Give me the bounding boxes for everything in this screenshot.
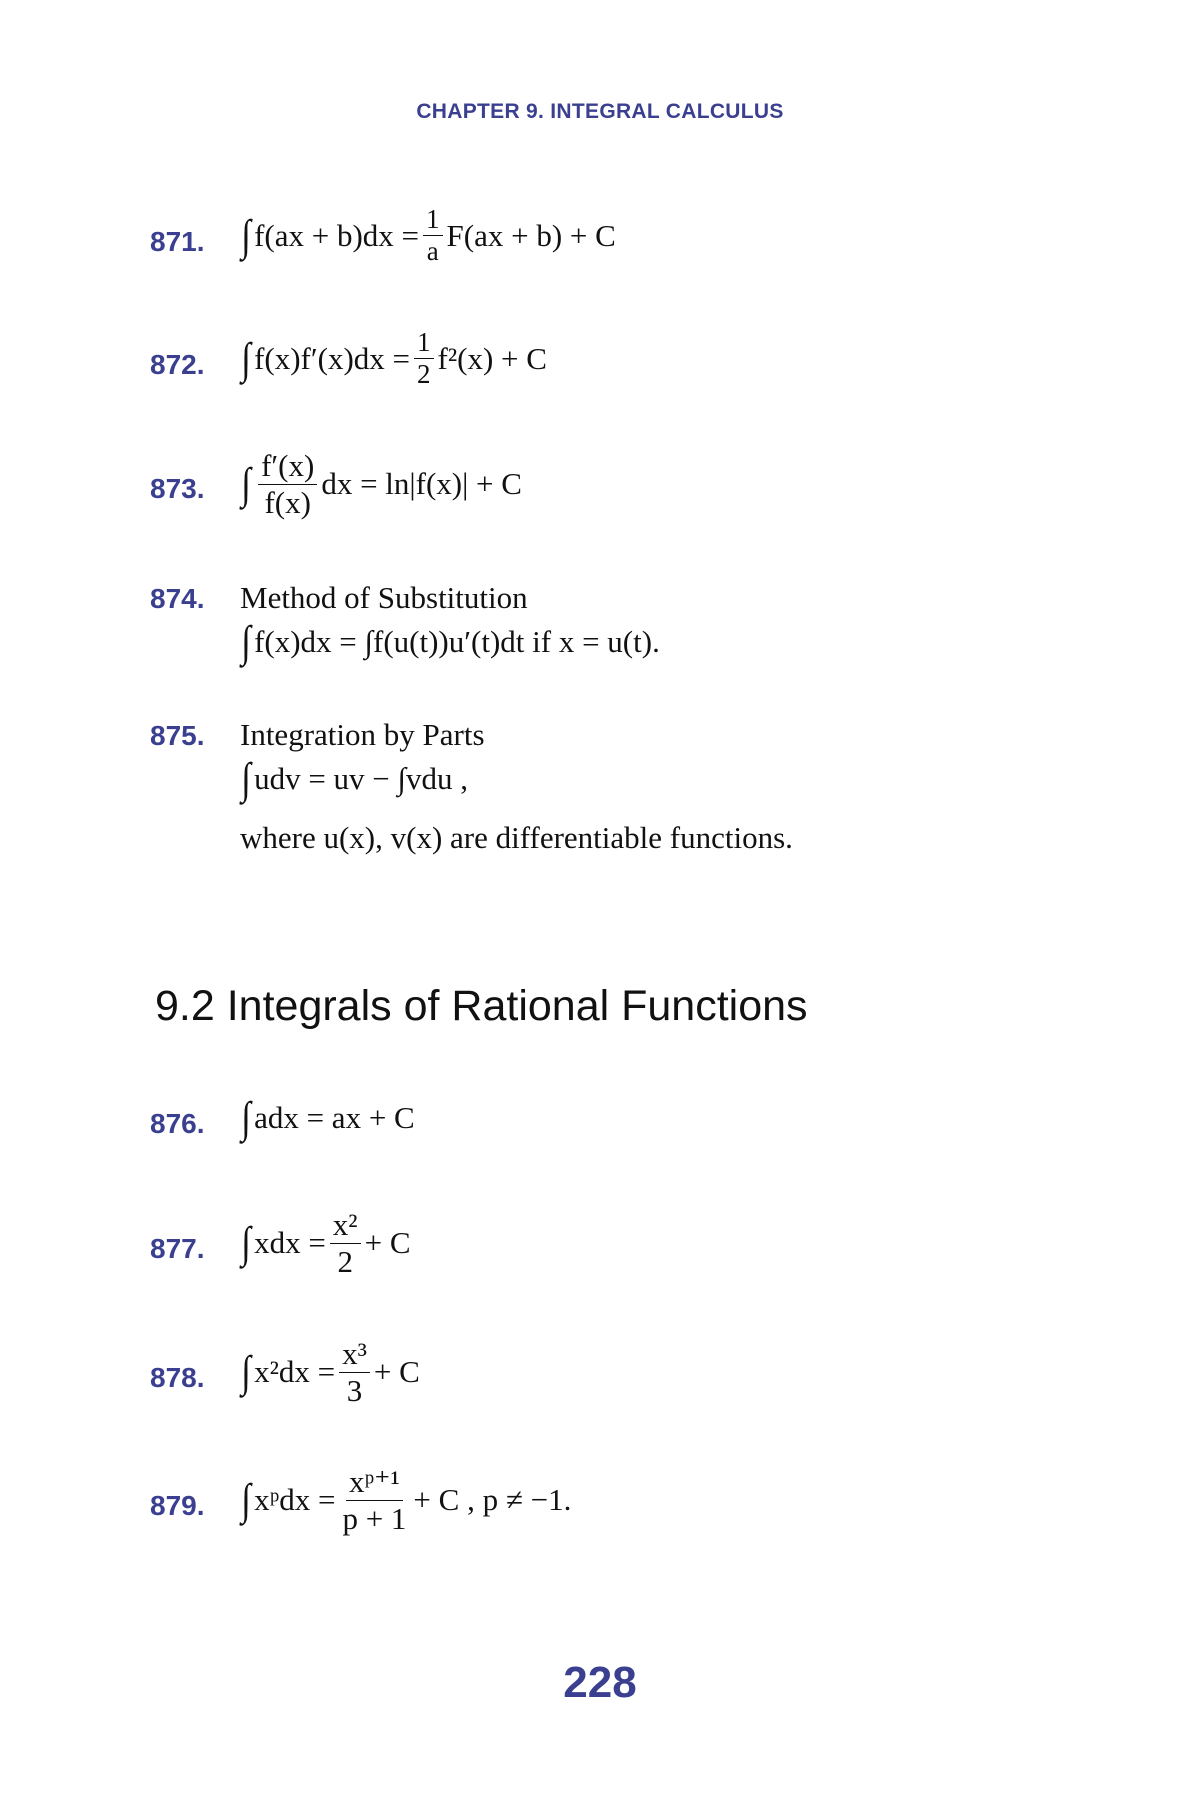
formula-number: 874. xyxy=(150,583,205,614)
integral-sign: ∫ xyxy=(241,333,251,383)
denominator: a xyxy=(426,236,439,267)
fraction xyxy=(258,448,317,520)
formula-rhs: + C xyxy=(364,1225,411,1261)
formula-lhs: f(x)f′(x)dx = xyxy=(254,340,411,376)
formula-879 xyxy=(240,1464,571,1536)
formula-872 xyxy=(240,327,547,390)
formula-874 xyxy=(240,617,660,666)
integral-sign: ∫ xyxy=(241,1218,251,1268)
formula-lhs: xdx = xyxy=(254,1225,326,1261)
formula-number: 879. xyxy=(150,1490,205,1521)
denominator: 2 xyxy=(337,1243,353,1279)
formula-number: 875. xyxy=(150,720,205,751)
formula-878 xyxy=(240,1336,420,1408)
formula-body: f(x)dx = ∫f(u(t))u′(t)dt if x = u(t). xyxy=(254,624,660,659)
formula-876 xyxy=(240,1093,415,1142)
denominator: 2 xyxy=(417,359,431,390)
formula-number: 873. xyxy=(150,473,205,504)
integral-sign: ∫ xyxy=(241,210,251,260)
formula-note: where u(x), v(x) are differentiable functions. xyxy=(240,820,793,855)
fraction xyxy=(339,1464,409,1536)
formula-title: Integration by Parts xyxy=(240,717,485,752)
integral-sign: ∫ xyxy=(241,617,251,666)
formula-number: 876. xyxy=(150,1108,205,1139)
formula-lhs: x²dx = xyxy=(254,1354,336,1390)
formula-rhs: dx = ln|f(x)| + C xyxy=(321,466,522,502)
numerator: 1 xyxy=(423,204,443,236)
formula-rhs: + C , p ≠ −1. xyxy=(413,1482,572,1518)
page-number: 228 xyxy=(563,1658,637,1707)
formula-number: 877. xyxy=(150,1233,205,1264)
formula-title: Method of Substitution xyxy=(240,580,528,615)
formula-rhs: + C xyxy=(373,1354,420,1390)
formula-body: adx = ax + C xyxy=(254,1100,415,1135)
fraction xyxy=(330,1207,361,1279)
formula-rhs: F(ax + b) + C xyxy=(446,217,616,253)
formula-875 xyxy=(240,754,469,803)
denominator: f(x) xyxy=(264,484,311,520)
numerator: f′(x) xyxy=(258,448,317,485)
formula-877 xyxy=(240,1207,411,1279)
denominator: 3 xyxy=(346,1372,363,1408)
fraction xyxy=(414,327,434,390)
numerator: xᵖ⁺¹ xyxy=(346,1464,403,1501)
formula-873 xyxy=(240,448,522,520)
denominator: p + 1 xyxy=(342,1500,407,1536)
integral-sign: ∫ xyxy=(241,754,251,803)
numerator: x³ xyxy=(339,1336,370,1373)
formula-number: 872. xyxy=(150,349,205,380)
formula-body: udv = uv − ∫vdu , xyxy=(254,761,469,796)
formula-lhs: f(ax + b)dx = xyxy=(254,217,420,253)
section-heading: 9.2 Integrals of Rational Functions xyxy=(155,982,808,1030)
formula-rhs: f²(x) + C xyxy=(437,340,547,376)
chapter-header: CHAPTER 9. INTEGRAL CALCULUS xyxy=(416,100,784,123)
numerator: 1 xyxy=(414,327,434,359)
formula-lhs: xᵖdx = xyxy=(254,1482,336,1518)
integral-sign: ∫ xyxy=(241,1093,251,1142)
fraction xyxy=(339,1336,370,1408)
formula-number: 871. xyxy=(150,226,205,257)
formula-number: 878. xyxy=(150,1362,205,1393)
fraction xyxy=(423,204,443,267)
integral-sign: ∫ xyxy=(241,459,251,509)
integral-sign: ∫ xyxy=(241,1475,251,1525)
integral-sign: ∫ xyxy=(241,1347,251,1397)
numerator: x² xyxy=(330,1207,361,1244)
formula-871 xyxy=(240,204,616,267)
